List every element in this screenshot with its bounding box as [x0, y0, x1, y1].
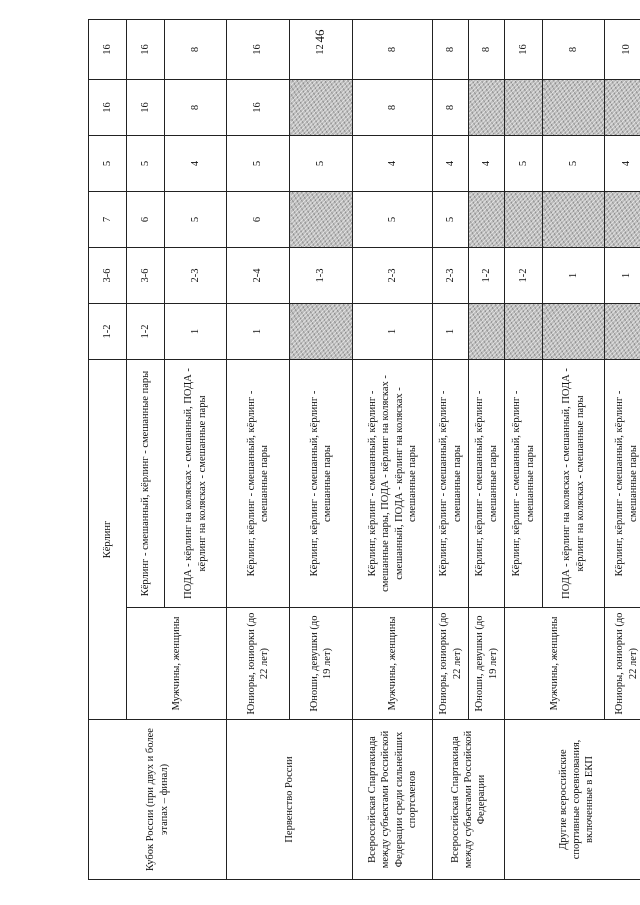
value-cell: 16: [505, 20, 543, 80]
competition-championship: Первенство России: [227, 720, 353, 880]
table-row: [227, 20, 290, 880]
shaded-cell: [469, 80, 505, 136]
value-cell: 2-3: [433, 248, 469, 304]
table-row: [505, 20, 543, 880]
value-cell: 10: [605, 20, 640, 80]
competition-cup: Кубок России (при двух и более этапах – финал): [89, 720, 227, 880]
value-cell: 5: [353, 192, 433, 248]
group-cell: Юниоры, юниорки (до 22 лет): [433, 608, 469, 720]
shaded-cell: [605, 192, 640, 248]
value-cell: 3-6: [127, 248, 165, 304]
value-cell: 8: [353, 80, 433, 136]
table-row: [89, 20, 127, 880]
shaded-cell: [605, 80, 640, 136]
group-cell: Мужчины, женщины: [353, 608, 433, 720]
group-cell: Мужчины, женщины: [505, 608, 605, 720]
value-cell: 2-4: [227, 248, 290, 304]
value-cell: 4: [165, 136, 227, 192]
header-cell: 5: [89, 136, 127, 192]
value-cell: 5: [290, 136, 353, 192]
value-cell: 6: [127, 192, 165, 248]
value-cell: 8: [543, 20, 605, 80]
header-cell: 16: [89, 20, 127, 80]
group-cell: Мужчины, женщины: [127, 608, 227, 720]
group-cell: Юниоры, юниорки (до 22 лет): [605, 608, 640, 720]
value-cell: 1: [227, 304, 290, 360]
shaded-cell: [505, 192, 543, 248]
competition-spartakiad: Всероссийская Спартакиада между субъектами Российской Федерации: [433, 720, 505, 880]
value-cell: 4: [605, 136, 640, 192]
group-cell: Юноши, девушки (до 19 лет): [469, 608, 505, 720]
discipline-cell: Кёрлинг, кёрлинг - смешанный, кёрлинг - смешанные пары: [505, 360, 543, 608]
header-cell: 16: [89, 80, 127, 136]
competition-other: Другие всероссийские спортивные соревнования, включенные в ЕКП: [505, 720, 640, 880]
shaded-cell: [290, 192, 353, 248]
value-cell: 1-3: [290, 248, 353, 304]
value-cell: 5: [127, 136, 165, 192]
value-cell: 16: [227, 20, 290, 80]
discipline-cell: Кёрлинг, кёрлинг - смешанный, кёрлинг - смешанные пары: [227, 360, 290, 608]
value-cell: 4: [433, 136, 469, 192]
value-cell: 8: [353, 20, 433, 80]
page-number: 46: [312, 29, 327, 43]
value-cell: 16: [227, 80, 290, 136]
value-cell: 5: [433, 192, 469, 248]
ranking-table: [88, 19, 640, 880]
value-cell: 5: [505, 136, 543, 192]
competition-spartakiad-strongest: Всероссийская Спартакиада между субъектами Российской Федерации среди сильнейших спортсменов: [353, 720, 433, 880]
rotated-table-wrapper: [88, 20, 639, 880]
table-row: [433, 20, 469, 880]
group-cell: Юниоры, юниорки (до 22 лет): [227, 608, 290, 720]
shaded-cell: [543, 80, 605, 136]
value-cell: 6: [227, 192, 290, 248]
value-cell: 1: [353, 304, 433, 360]
discipline-cell: Кёрлинг, кёрлинг - смешанный, кёрлинг - смешанные пары: [433, 360, 469, 608]
value-cell: 1: [433, 304, 469, 360]
value-cell: 1-2: [469, 248, 505, 304]
value-cell: 16: [127, 20, 165, 80]
discipline-cell: ПОДА - кёрлинг на колясках - смешанный, ПОДА - кёрлинг на колясках - смешанные пары: [543, 360, 605, 608]
value-cell: 16: [127, 80, 165, 136]
value-cell: 8: [433, 20, 469, 80]
shaded-cell: [505, 80, 543, 136]
value-cell: 1: [605, 248, 640, 304]
value-cell: 5: [227, 136, 290, 192]
value-cell: 8: [433, 80, 469, 136]
value-cell: 12: [290, 20, 353, 80]
value-cell: 2-3: [165, 248, 227, 304]
value-cell: 5: [543, 136, 605, 192]
shaded-cell: [543, 304, 605, 360]
shaded-cell: [605, 304, 640, 360]
header-cell: 7: [89, 192, 127, 248]
discipline-cell: Кёрлинг, кёрлинг - смешанный, кёрлинг - смешанные пары: [290, 360, 353, 608]
value-cell: 1: [165, 304, 227, 360]
discipline-cell: Кёрлинг, кёрлинг - смешанный, кёрлинг - смешанные пары: [605, 360, 640, 608]
sport-header: Кёрлинг: [89, 360, 127, 720]
value-cell: 4: [353, 136, 433, 192]
shaded-cell: [290, 80, 353, 136]
value-cell: 8: [165, 80, 227, 136]
shaded-cell: [543, 192, 605, 248]
discipline-cell: ПОДА - кёрлинг на колясках - смешанный, ПОДА - кёрлинг на колясках - смешанные пары: [165, 360, 227, 608]
value-cell: 1-2: [127, 304, 165, 360]
header-cell: 3-6: [89, 248, 127, 304]
value-cell: 1-2: [505, 248, 543, 304]
value-cell: 8: [469, 20, 505, 80]
group-cell: Юноши, девушки (до 19 лет): [290, 608, 353, 720]
table-row: [353, 20, 433, 880]
shaded-cell: [469, 304, 505, 360]
value-cell: 2-3: [353, 248, 433, 304]
discipline-cell: Кёрлинг - смешанный, кёрлинг - смешанные пары: [127, 360, 165, 608]
shaded-cell: [290, 304, 353, 360]
value-cell: 1: [543, 248, 605, 304]
value-cell: 8: [165, 20, 227, 80]
discipline-cell: Кёрлинг, кёрлинг - смешанный, кёрлинг - смешанные пары: [469, 360, 505, 608]
value-cell: 4: [469, 136, 505, 192]
shaded-cell: [505, 304, 543, 360]
shaded-cell: [469, 192, 505, 248]
discipline-cell: Кёрлинг, кёрлинг - смешанный, кёрлинг - смешанные пары, ПОДА - кёрлинг на колясках - смешанный, ПОДА - кёрлинг на колясках - смешанные пары: [353, 360, 433, 608]
value-cell: 5: [165, 192, 227, 248]
header-cell: 1-2: [89, 304, 127, 360]
